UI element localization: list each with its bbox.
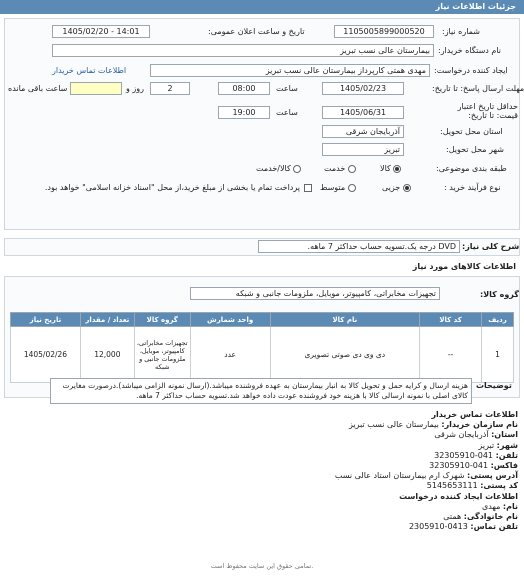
- process-label: نوع فرآیند خرید :: [444, 183, 501, 192]
- category-option-goods[interactable]: [380, 164, 401, 173]
- deadline-time-label: ساعت: [276, 84, 298, 93]
- summary-field: DVD درجه یک.تسویه حساب حداکثر 7 ماهه.: [258, 240, 460, 253]
- treasury-checkbox[interactable]: [304, 184, 312, 192]
- creator-phone-value: 0413-2305910: [408, 522, 468, 532]
- category-goods-radio[interactable]: [393, 165, 401, 173]
- page-header: جزئیات اطلاعات نیاز: [0, 0, 524, 14]
- info-province-value: آذربایجان شرقی: [434, 430, 489, 440]
- info-address-value: شهرک ارم بیمارستان استاد عالی نسب: [334, 471, 465, 481]
- province-field[interactable]: آذربایجان شرقی: [322, 125, 404, 138]
- remaining-hours-label: ساعت باقی مانده: [8, 84, 68, 93]
- category-option-service[interactable]: [324, 164, 356, 173]
- need-number-label: شماره نیاز:: [442, 27, 480, 36]
- col-name: نام کالا: [270, 313, 420, 327]
- notes-field: هزینه ارسال و کرایه حمل و تحویل کالا به انبار بیمارستان به عهده فروشنده میباشد.(ارسال نمونه الزامی میباشد).درصورت مغایرت کالای اصلی با نمونه ارسالی کالا با هزینه خود فروشنده عودت داده خواهد شد.تسویه حساب حداکثر 7 ماهه.: [50, 378, 472, 404]
- col-code: کد کالا: [420, 313, 482, 327]
- info-address-label: آدرس پستی:: [467, 471, 518, 481]
- buyer-info-title: اطلاعات تماس خریدار: [431, 410, 518, 419]
- info-province-label: استان:: [491, 430, 518, 440]
- category-service-text: خدمت: [324, 164, 346, 173]
- requester-field[interactable]: مهدی همتی کارپرداز بیمارستان عالی نسب تبریز: [150, 64, 430, 77]
- col-row: ردیف: [481, 313, 513, 327]
- deadline-label: مهلت ارسال پاسخ: تا تاریخ:: [432, 84, 524, 93]
- remaining-days-field: 2: [150, 82, 190, 95]
- buyer-info-block: [250, 410, 518, 532]
- cell-name: دی وی دی صوتی تصویری: [270, 327, 420, 383]
- cell-unit: عدد: [190, 327, 270, 383]
- goods-section-title: اطلاعات کالاهای مورد نیاز: [412, 262, 516, 271]
- creator-phone-label: تلفن تماس:: [470, 522, 518, 532]
- info-city-label: شهر:: [496, 440, 518, 450]
- summary-label: شرح کلی نیاز:: [462, 242, 520, 251]
- creator-family-value: همتی: [443, 512, 462, 522]
- process-minor-radio[interactable]: [403, 184, 411, 192]
- goods-group-label: گروه کالا:: [480, 290, 519, 299]
- org-label: نام سازمان خریدار:: [441, 420, 518, 430]
- buyer-label: نام دستگاه خریدار:: [438, 46, 501, 55]
- process-minor-text: جزیی: [382, 183, 401, 192]
- info-postal-label: کد پستی:: [480, 481, 518, 491]
- goods-group-field: تجهیزات مخابراتی، کامپیوتر، موبایل، ملزومات جانبی و شبکه: [190, 287, 440, 300]
- cell-code: --: [420, 327, 482, 383]
- cell-qty: 12,000: [80, 327, 134, 383]
- validity-label: حداقل تاریخ اعتبار قیمت: تا تاریخ:: [457, 102, 518, 120]
- validity-time-label: ساعت: [276, 108, 298, 117]
- cell-group: تجهیزات مخابراتی، کامپیوتر، موبایل، ملزومات جانبی و شبکه: [134, 327, 190, 383]
- creator-info-title: اطلاعات ایجاد کننده درخواست: [399, 491, 518, 501]
- process-medium-radio[interactable]: [348, 184, 356, 192]
- col-date: تاریخ نیاز: [11, 313, 81, 327]
- creator-family-label: نام خانوادگی:: [463, 512, 518, 522]
- info-fax-label: فاکس:: [490, 461, 518, 471]
- city-label: شهر محل تحویل:: [446, 145, 504, 154]
- info-phone-value: 041-32305910: [434, 450, 494, 460]
- announce-date-field[interactable]: 1405/02/20 - 14:01: [52, 25, 150, 38]
- goods-table: [10, 312, 514, 383]
- treasury-note: پرداخت تمام یا بخشی از مبلغ خرید،از محل "اسناد خزانه اسلامی" خواهد بود.: [44, 183, 300, 192]
- category-option-both[interactable]: [256, 164, 301, 173]
- category-service-radio[interactable]: [348, 165, 356, 173]
- announce-date-label: تاریخ و ساعت اعلان عمومی:: [208, 27, 305, 36]
- creator-name-value: مهدی: [481, 501, 501, 511]
- table-row: [11, 327, 514, 383]
- city-field[interactable]: تبریز: [322, 143, 404, 156]
- buyer-field[interactable]: بیمارستان عالی نسب تبریز: [52, 44, 434, 57]
- category-label: طبقه بندی موضوعی:: [436, 164, 507, 173]
- process-option-medium[interactable]: [320, 183, 356, 192]
- notes-label: توضیحات: [476, 381, 512, 390]
- need-number-field[interactable]: 1105005899000520: [334, 25, 434, 38]
- category-both-text: کالا/خدمت: [256, 164, 291, 173]
- remaining-hours-field: [70, 82, 122, 95]
- process-medium-text: متوسط: [320, 183, 346, 192]
- creator-name-label: نام:: [502, 501, 518, 511]
- col-qty: تعداد / مقدار: [80, 313, 134, 327]
- info-city-value: تبریز: [478, 440, 495, 450]
- org-value: بیمارستان عالی نسب تبریز: [348, 420, 439, 430]
- goods-table-header: [11, 313, 514, 327]
- deadline-time-field[interactable]: 08:00: [218, 82, 270, 95]
- requester-label: ایجاد کننده درخواست:: [434, 66, 508, 75]
- process-option-minor[interactable]: [382, 183, 411, 192]
- validity-time-field[interactable]: 19:00: [218, 106, 270, 119]
- info-postal-value: 5145653111: [426, 481, 478, 491]
- cell-date: 1405/02/26: [11, 327, 81, 383]
- info-phone-label: تلفن:: [495, 450, 518, 460]
- col-group: گروه کالا: [134, 313, 190, 327]
- category-both-radio[interactable]: [293, 165, 301, 173]
- buyer-contact-link[interactable]: اطلاعات تماس خریدار: [52, 66, 127, 75]
- cell-row: 1: [481, 327, 513, 383]
- deadline-date-field[interactable]: 1405/02/23: [322, 82, 404, 95]
- info-fax-value: 041-32305910: [429, 461, 489, 471]
- category-goods-text: کالا: [380, 164, 391, 173]
- province-label: استان محل تحویل:: [440, 127, 503, 136]
- days-label: روز و: [126, 84, 144, 93]
- validity-date-field[interactable]: 1405/06/31: [322, 106, 404, 119]
- col-unit: واحد شمارش: [190, 313, 270, 327]
- footer-copyright: تمامی حقوق این سایت محفوظ است.: [210, 562, 314, 570]
